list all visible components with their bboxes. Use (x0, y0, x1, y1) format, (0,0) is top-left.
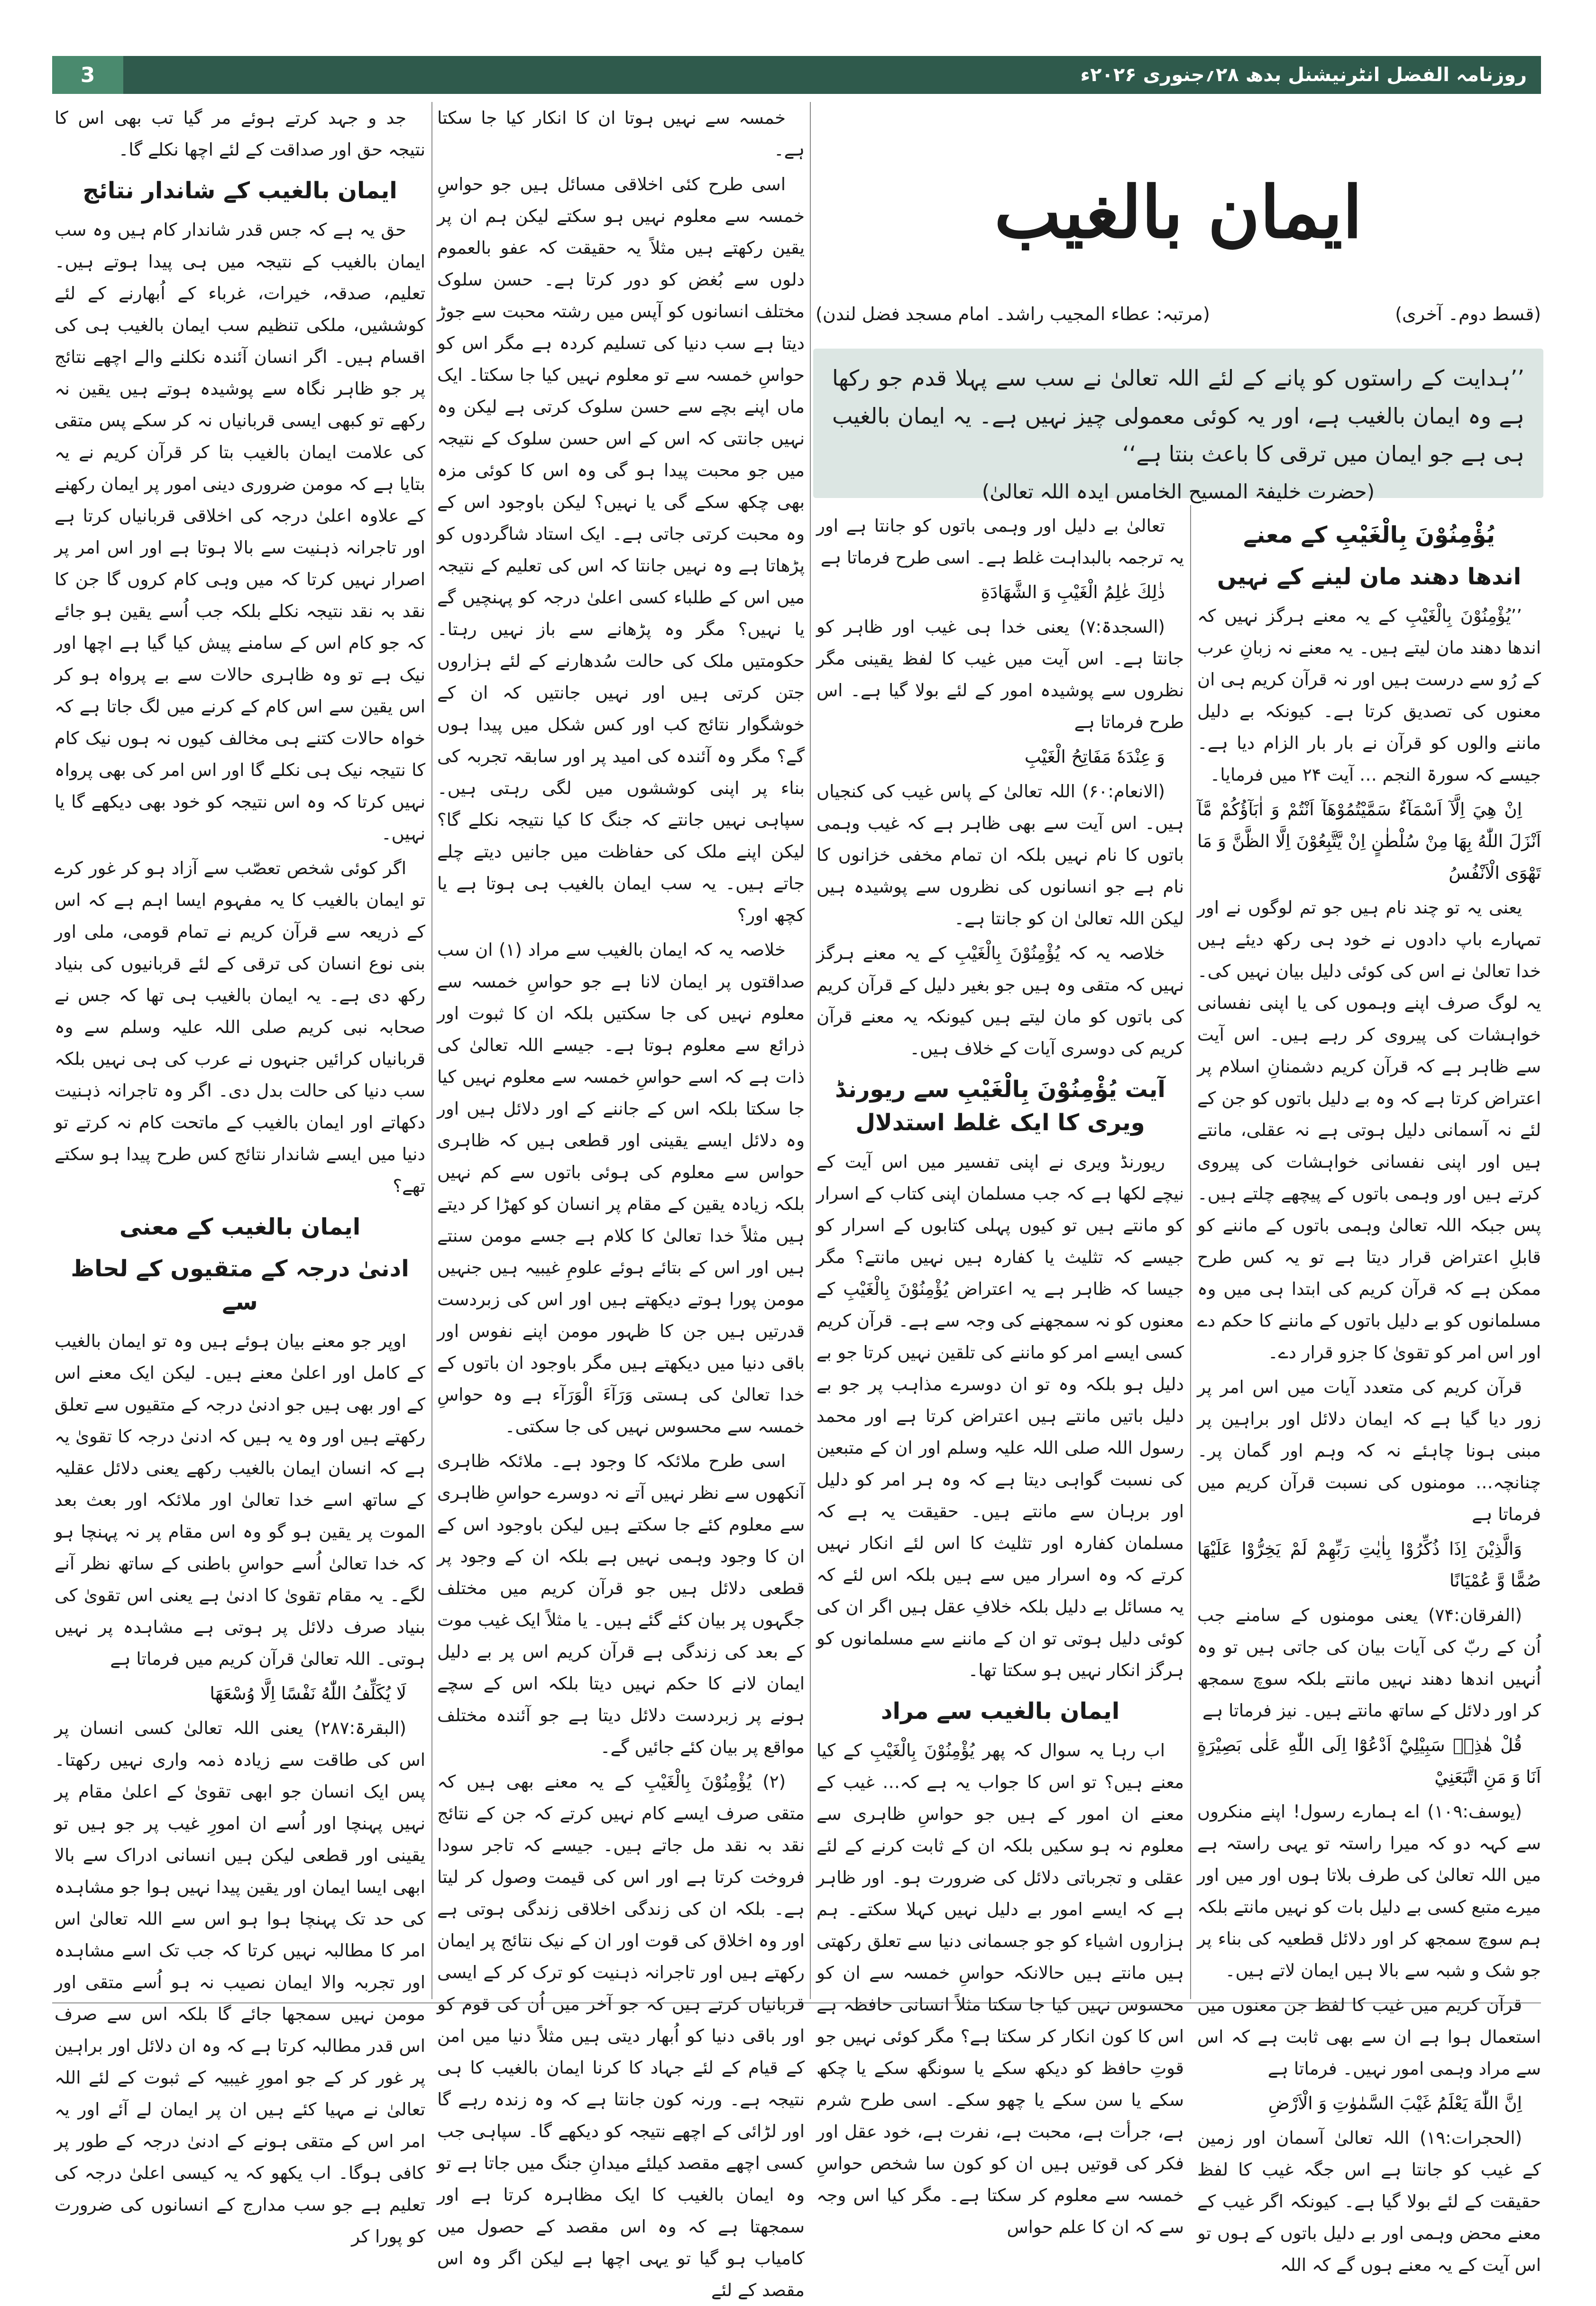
paragraph: ریورنڈ ویری نے اپنی تفسیر میں اس آیت کے نیچے لکھا ہے کہ جب مسلمان اپنی کتاب کے اسرار کو مانتے ہیں تو کیوں پہلی کتابوں کے اسرار کو جیسے کہ تثلیث یا کفارہ ہیں نہیں مانتے؟ مگر جیسا کہ ظاہر ہے یہ اعتراض یُؤْمِنُوْنَ بِالْغَیْبِ کے معنوں کو نہ سمجھنے کی وجہ سے ہے۔ قرآن کریم کسی ایسے امر کو ماننے کی تلقین نہیں کرتا جو بے دلیل ہو بلکہ وہ تو ان دوسرے مذاہب پر جو بے دلیل باتیں مانتے ہیں اعتراض کرتا ہے اور محمد رسول اللہ صلی اللہ علیہ وسلم اور ان کے متبعین کی نسبت گواہی دیتا ہے کہ وہ ہر امر کو دلیل اور برہان سے مانتے ہیں۔ حقیقت یہ ہے کہ مسلمان کفارہ اور تثلیث کا اس لئے انکار نہیں کرتے کہ وہ اسرار میں سے ہیں بلکہ اس لئے کہ یہ مسائل بے دلیل بلکہ خلافِ عقل ہیں اگر ان کی کوئی دلیل ہوتی تو ان کے ماننے سے مسلمانوں کو ہرگز انکار نہیں ہو سکتا تھا۔ (816, 1152, 1184, 1680)
paragraph: اگر کوئی شخص تعصّب سے آزاد ہو کر غور کرے تو ایمان بالغیب کا یہ مفہوم ایسا اہم ہے کہ اس کے ذریعہ سے قرآن کریم نے تمام قومی، ملی اور بنی نوع انسان کی ترقی کے لئے قربانیوں کی بنیاد رکھ دی ہے۔ یہ ایمان بالغیب ہی تھا کہ جس نے صحابہ نبی کریم صلی اللہ علیہ وسلم سے وہ قربانیاں کرائیں جنہوں نے عرب کی ہی نہیں بلکہ سب دنیا کی حالت بدل دی۔ اگر وہ تاجرانہ ذہنیت دکھاتے اور ایمان بالغیب کے ماتحت کام نہ کرتے تو دنیا میں ایسے شاندار نتائج کس طرح پیدا ہو سکتے تھے؟ (55, 858, 425, 1196)
quran-verse: وَ عِنْدَهٗ مَفَاتِحُ الْغَيْبِ (1024, 747, 1165, 767)
quran-verse: لَا يُكَلِّفُ اللّٰهُ نَفْسًا اِلَّا وُسْعَهَا (210, 1683, 406, 1704)
column-2 (816, 510, 1184, 2237)
paragraph: حق یہ ہے کہ جس قدر شاندار کام ہیں وہ سب ایمان بالغیب کے نتیجہ میں ہی پیدا ہوتے ہیں۔ تعلیم، صدقہ، خیرات، غرباء کے اُبھارنے کے لئے کوششیں، ملکی تنظیم سب ایمان بالغیب ہی کی اقسام ہیں۔ اگر انسان آئندہ نکلنے والے اچھے نتائج پر جو ظاہر نگاہ سے پوشیدہ ہوتے ہیں یقین نہ رکھے تو کبھی ایسی قربانیاں نہ کر سکے پس متقی کی علامت ایمان بالغیب بتا کر قرآن کریم نے یہ بتایا ہے کہ مومن ضروری دینی امور پر ایمان رکھنے کے علاوہ اعلیٰ درجہ کی اخلاقی قربانیاں کرتا ہے اور تاجرانہ ذہنیت سے بالا ہوتا ہے اور اس امر پر اصرار نہیں کرتا کہ میں وہی کام کروں گا جن کا نقد بہ نقد نتیجہ نکلے بلکہ جب اُسے یقین ہو جائے کہ جو کام اس کے سامنے پیش کیا گیا ہے اچھا اور نیک ہے تو وہ ظاہری حالات سے بے پرواہ ہو کر اس یقین سے اس کام کے کرنے میں لگ جاتا ہے کہ خواہ حالات کتنے ہی مخالف کیوں نہ ہوں نیک کام کا نتیجہ نیک ہی نکلے گا اور اس امر کی بھی پرواہ نہیں کرتا کہ وہ اس نتیجہ کو خود بھی دیکھے گا یا نہیں۔ (55, 220, 425, 844)
featured-quote-text: ’’ہدایت کے راستوں کو پانے کے لئے اللہ تعالیٰ نے سب سے پہلا قدم جو رکھا ہے وہ ایمان بالغیب ہے، اور یہ کوئی معمولی چیز نہیں ہے۔ یہ ایمان بالغیب ہی ہے جو ایمان میں ترقی کا باعث بنتا ہے‘‘ (832, 365, 1524, 467)
featured-quote-box (813, 349, 1543, 503)
paragraph: تعالیٰ بے دلیل اور وہمی باتوں کو جانتا ہے اور یہ ترجمہ بالبداہت غلط ہے۔ اسی طرح فرماتا ہے (816, 516, 1184, 568)
paragraph: خمسہ سے نہیں ہوتا ان کا انکار کیا جا سکتا ہے۔ (437, 108, 805, 160)
quran-verse: اِنَّ اللّٰهَ يَعْلَمُ غَيْبَ السَّمٰوٰتِ وَ الْاَرْضِ (1268, 2093, 1522, 2113)
featured-quote-attribution: (حضرت خلیفۃ المسیح الخامس ایدہ اللہ تعالیٰ) (981, 480, 1375, 503)
column-1 (1197, 510, 1541, 2275)
paragraph: قرآن کریم میں غیب کا لفظ جن معنوں میں استعمال ہوا ہے ان سے بھی ثابت ہے کہ اس سے مراد وہمی امور نہیں۔ فرماتا ہے (1197, 1995, 1541, 2079)
paragraph: (یوسف:۱۰۹) اے ہمارے رسول! اپنے منکروں سے کہہ دو کہ میرا راستہ تو یہی راستہ ہے میں اللہ تعالیٰ کی طرف بلاتا ہوں اور میں اور میرے متبع کسی بے دلیل بات کو نہیں مانتے بلکہ ہم سوچ سمجھ کر اور دلائل قطعیہ کی بناء پر جو شک و شبہ سے بالا ہیں ایمان لاتے ہیں۔ (1197, 1801, 1541, 1981)
column-3 (437, 102, 805, 2300)
newspaper-title: روزنامہ الفضل انٹرنیشنل بدھ ۲۸؍جنوری ۲۰۲۶ء (1080, 64, 1527, 86)
quran-verse: ذٰلِكَ عٰلِمُ الْغَيْبِ وَ الشَّهَادَةِ (981, 582, 1165, 602)
section-heading: یُؤْمِنُوْنَ بِالْغَیْبِ کے معنے (1243, 522, 1495, 548)
paragraph: (الحجرات:۱۹) اللہ تعالیٰ آسمان اور زمین کے غیب کو جانتا ہے اس جگہ غیب کا لفظ حقیقت کے لئے بولا گیا ہے۔ کیونکہ اگر غیب کے معنے محض وہمی اور بے دلیل باتوں کے ہوں تو اس آیت کے یہ معنے ہوں گے کہ اللہ (1197, 2128, 1541, 2275)
section-heading: آیت یُؤْمِنُوْنَ بِالْغَیْبِ سے ریورنڈ ویری کا ایک غلط استدلال (835, 1076, 1165, 1136)
quran-verse: قُلْ هٰذِهٖ سَبِيْلِيْٓ اَدْعُوْٓا اِلَى اللّٰهِ عَلٰى بَصِيْرَةٍ اَنَا وَ مَنِ اتَّبَعَنِيْ (1197, 1735, 1541, 1787)
paragraph: یعنی یہ تو چند نام ہیں جو تم لوگوں نے اور تمہارے باپ دادوں نے خود ہی رکھ دیئے ہیں خدا تعالیٰ نے اس کی کوئی دلیل بیان نہیں کی۔ یہ لوگ صرف اپنے وہموں کی یا اپنی نفسانی خواہشات کی پیروی کر رہے ہیں۔ اس آیت سے ظاہر ہے کہ قرآن کریم دشمنانِ اسلام پر اعتراض کرتا ہے کہ وہ بے دلیل باتوں کو جن کے لئے نہ آسمانی دلیل ہوتی ہے نہ عقلی، مانتے ہیں اور اپنی نفسانی خواہشات کی پیروی کرتے ہیں اور وہمی باتوں کے پیچھے چلتے ہیں۔ پس جبکہ اللہ تعالیٰ وہمی باتوں کے ماننے کو قابلِ اعتراض قرار دیتا ہے تو یہ کس طرح ممکن ہے کہ قرآن کریم کی ابتدا ہی میں وہ مسلمانوں کو بے دلیل باتوں کے ماننے کا حکم دے اور اس امر کو تقویٰ کا جزو قرار دے۔ (1197, 897, 1541, 1363)
newspaper-header-bar (52, 56, 1541, 94)
section-heading: ایمان بالغیب کے شاندار نتائج (83, 177, 397, 204)
column-4 (55, 102, 425, 2247)
page-number: 3 (52, 56, 123, 94)
paragraph: اسی طرح ملائکہ کا وجود ہے۔ ملائکہ ظاہری آنکھوں سے نظر نہیں آتے نہ دوسرے حواسِ ظاہری سے معلوم کئے جا سکتے ہیں لیکن باوجود اس کے ان کا وجود وہمی نہیں ہے بلکہ ان کے وجود پر قطعی دلائل ہیں جو قرآن کریم میں مختلف جگہوں پر بیان کئے گئے ہیں۔ یا مثلاً ایک غیب موت کے بعد کی زندگی ہے قرآن کریم اس پر بے دلیل ایمان لانے کا حکم نہیں دیتا بلکہ اس کے سچے ہونے پر زبردست دلائل دیتا ہے جو آئندہ مختلف مواقع پر بیان کئے جائیں گے۔ (437, 1451, 805, 1757)
paragraph: (الانعام:۶۰) اللہ تعالیٰ کے پاس غیب کی کنجیاں ہیں۔ اس آیت سے بھی ظاہر ہے کہ غیب وہمی باتوں کا نام نہیں بلکہ ان تمام مخفی خزانوں کا نام ہے جو انسانوں کی نظروں سے پوشیدہ ہیں لیکن اللہ تعالیٰ ان کو جانتا ہے۔ (816, 781, 1184, 929)
paragraph: ’’یُؤْمِنُوْنَ بِالْغَیْبِ کے یہ معنے ہرگز نہیں کہ اندھا دھند مان لیتے ہیں۔ یہ معنے نہ زبانِ عرب کے رُو سے درست ہیں اور نہ قرآن کریم ہی ان معنوں کی تصدیق کرتا ہے۔ کیونکہ بے دلیل ماننے والوں کو قرآن نے بار بار الزام دیا ہے۔ جیسے کہ سورۃ النجم … آیت ۲۴ میں فرمایا۔ (1197, 606, 1541, 785)
section-subheading: ادنیٰ درجہ کے متقیوں کے لحاظ سے (71, 1255, 409, 1315)
paragraph: (۲) یُؤْمِنُوْنَ بِالْغَیْبِ کے یہ معنے بھی ہیں کہ متقی صرف ایسے کام نہیں کرتے کہ جن کے نتائج نقد بہ نقد مل جاتے ہیں۔ جیسے کہ تاجر سودا فروخت کرتا ہے اور اس کی قیمت وصول کر لیتا ہے۔ بلکہ ان کی زندگی اخلاقی زندگی ہوتی ہے اور وہ اخلاق کی قوت اور ان کے نیک نتائج پر ایمان رکھتے ہیں اور تاجرانہ ذہنیت کو ترک کر کے ایسی قربانیاں کرتے ہیں کہ جو آخر میں اُن کی قوم کو اور باقی دنیا کو اُبھار دیتی ہیں مثلاً دنیا میں امن کے قیام کے لئے جہاد کا کرنا ایمان بالغیب کا ہی نتیجہ ہے۔ ورنہ کون جانتا ہے کہ وہ زندہ رہے گا اور لڑائی کے اچھے نتیجہ کو دیکھے گا۔ سپاہی جب کسی اچھے مقصد کیلئے میدانِ جنگ میں جاتا ہے تو وہ ایمان بالغیب کا ایک مظاہرہ کرتا ہے اور سمجھتا ہے کہ وہ اس مقصد کے حصول میں کامیاب ہو گیا تو یہی اچھا ہے لیکن اگر وہ اس مقصد کے لئے (437, 1771, 805, 2300)
paragraph: (الفرقان:۷۴) یعنی مومنوں کے سامنے جب اُن کے ربّ کی آیات بیان کی جاتی ہیں تو وہ اُنہیں اندھا دھند نہیں مانتے بلکہ سوچ سمجھ کر اور دلائل کے ساتھ مانتے ہیں۔ نیز فرماتا ہے (1197, 1605, 1541, 1721)
paragraph: اسی طرح کئی اخلاقی مسائل ہیں جو حواسِ خمسہ سے معلوم نہیں ہو سکتے لیکن ہم ان پر یقین رکھتے ہیں مثلاً یہ حقیقت کہ عفو بالعموم دلوں سے بُغض کو دور کرتا ہے۔ حسن سلوک مختلف انسانوں کو آپس میں رشتہ محبت سے جوڑ دیتا ہے سب دنیا کی تسلیم کردہ ہے مگر اس کو حواسِ خمسہ سے تو معلوم نہیں کیا جا سکتا۔ ایک ماں اپنے بچے سے حسن سلوک کرتی ہے لیکن وہ نہیں جانتی کہ اس کے اس حسن سلوک کے نتیجہ میں جو محبت پیدا ہو گی وہ اس کا کوئی مزہ بھی چکھ سکے گی یا نہیں؟ لیکن باوجود اس کے وہ محبت کرتی جاتی ہے۔ ایک استاد شاگردوں کو پڑھاتا ہے وہ نہیں جانتا کہ اس کی تعلیم کے نتیجہ میں اس کے طلباء کسی اعلیٰ درجہ کو پہنچیں گے یا نہیں؟ مگر وہ پڑھانے سے باز نہیں رہتا۔ حکومتیں ملک کی حالت سُدھارنے کے لئے ہزاروں جتن کرتی ہیں اور نہیں جانتیں کہ ان کے خوشگوار نتائج کب اور کس شکل میں پیدا ہوں گے؟ مگر وہ آئندہ کی امید پر اور سابقہ تجربہ کی بناء پر اپنی کوششوں میں لگی رہتی ہیں۔ سپاہی نہیں جانتے کہ جنگ کا کیا نتیجہ نکلے گا؟ لیکن اپنے ملک کی حفاظت میں جانیں دیتے چلے جاتے ہیں۔ یہ سب ایمان بالغیب ہی ہوتا ہے یا کچھ اور؟ (437, 174, 805, 925)
section-subheading: اندھا دھند مان لینے کے نہیں (1217, 563, 1522, 590)
quran-verse: اِنْ هِيَ اِلَّآ اَسْمَآءٌ سَمَّيْتُمُوْهَآ اَنْتُمْ وَ اٰبَآؤُكُمْ مَّآ اَنْزَلَ اللّٰهُ بِهَا مِنْ سُلْطٰنٍ اِنْ يَّتَّبِعُوْنَ اِلَّا الظَّنَّ وَ مَا تَهْوَى الْاَنْفُسُ (1197, 799, 1541, 883)
column-rule (810, 102, 811, 1999)
paragraph: جد و جہد کرتے ہوئے مر گیا تب بھی اس کا نتیجہ حق اور صداقت کے لئے اچھا نکلے گا۔ (55, 108, 425, 160)
column-rule (431, 102, 432, 1999)
paragraph: قرآن کریم کی متعدد آیات میں اس امر پر زور دیا گیا ہے کہ ایمان دلائل اور براہین پر مبنی ہونا چاہئے نہ کہ وہم اور گمان پر۔ چنانچہ… مومنوں کی نسبت قرآن کریم میں فرماتا ہے (1197, 1377, 1541, 1524)
paragraph: اوپر جو معنے بیان ہوئے ہیں وہ تو ایمان بالغیب کے کامل اور اعلیٰ معنے ہیں۔ لیکن ایک معنے اس کے اور بھی ہیں جو ادنیٰ درجہ کے متقیوں سے تعلق رکھتے ہیں اور وہ یہ ہیں کہ ادنیٰ درجہ کا تقویٰ یہ ہے کہ انسان ایمان بالغیب رکھے یعنی دلائل عقلیہ کے ساتھ اسے خدا تعالیٰ اور ملائکہ اور بعث بعد الموت پر یقین ہو گو وہ اس مقام پر نہ پہنچا ہو کہ خدا تعالیٰ اُسے حواسِ باطنی کے ساتھ نظر آنے لگے۔ یہ مقام تقویٰ کا ادنیٰ ہے یعنی اس تقویٰ کی بنیاد صرف دلائل پر ہوتی ہے مشاہدہ پر نہیں ہوتی۔ اللہ تعالیٰ قرآن کریم میں فرماتا ہے (55, 1331, 425, 1669)
article-installment: (قسط دوم۔ آخری) (1395, 304, 1541, 324)
article-title: ایمان بالغیب (994, 171, 1363, 254)
paragraph: (السجدۃ:۷) یعنی خدا ہی غیب اور ظاہر کو جانتا ہے۔ اس آیت میں غیب کا لفظ یقینی مگر نظروں سے پوشیدہ امور کے لئے بولا گیا ہے۔ اس طرح فرماتا ہے (816, 617, 1184, 732)
section-heading: ایمان بالغیب سے مراد (881, 1698, 1120, 1725)
paragraph: (البقرۃ:۲۸۷) یعنی اللہ تعالیٰ کسی انسان پر اس کی طاقت سے زیادہ ذمہ واری نہیں رکھتا۔ پس ایک انسان جو ابھی تقویٰ کے اعلیٰ مقام پر نہیں پہنچا اور اُسے ان امورِ غیب پر جو ہیں تو یقینی اور قطعی لیکن ہیں انسانی ادراک سے بالا ابھی ایسا ایمان اور یقین پیدا نہیں ہوا جو مشاہدہ کی حد تک پہنچا ہوا ہو اس سے اللہ تعالیٰ اس امر کا مطالبہ نہیں کرتا کہ جب تک اسے مشاہدہ اور تجربہ والا ایمان نصیب نہ ہو اُسے متقی اور مومن نہیں سمجھا جائے گا بلکہ اس سے صرف اس قدر مطالبہ کرتا ہے کہ وہ ان دلائل اور براہین پر غور کر کے جو امورِ غیبیہ کے ثبوت کے لئے اللہ تعالیٰ نے مہیا کئے ہیں ان پر ایمان لے آئے اور یہ امر اس کے متقی ہونے کے ادنیٰ درجہ کے طور پر کافی ہوگا۔ اب یکھو کہ یہ کیسی اعلیٰ درجہ کی تعلیم ہے جو سب مدارج کے انسانوں کی ضرورت کو پورا کر (55, 1718, 425, 2247)
paragraph: خلاصہ یہ کہ یُؤْمِنُوْنَ بِالْغَیْبِ کے یہ معنے ہرگز نہیں کہ متقی وہ ہیں جو بغیر دلیل کے قرآن کریم کی باتوں کو مان لیتے ہیں کیونکہ یہ معنے قرآن کریم کی دوسری آیات کے خلاف ہیں۔ (816, 943, 1184, 1059)
paragraph: اب رہا یہ سوال کہ پھر یُؤْمِنُوْنَ بِالْغَیْبِ کے کیا معنے ہیں؟ تو اس کا جواب یہ ہے کہ… غیب کے معنے ان امور کے ہیں جو حواسِ ظاہری سے معلوم نہ ہو سکیں بلکہ ان کے ثابت کرنے کے لئے عقلی و تجرباتی دلائل کی ضرورت ہو۔ اور ظاہر ہے کہ ایسے امور بے دلیل نہیں کہلا سکتے۔ ہم ہزاروں اشیاء کو جو جسمانی دنیا سے تعلق رکھتی ہیں مانتے ہیں حالانکہ حواسِ خمسہ سے ان کو محسوس نہیں کیا جا سکتا مثلاً انسانی حافظہ ہے اس کا کون انکار کر سکتا ہے؟ مگر کوئی نہیں جو قوتِ حافظ کو دیکھ سکے یا سونگھ سکے یا چکھ سکے یا سن سکے یا چھو سکے۔ اسی طرح شرم ہے، جرأت ہے، محبت ہے، نفرت ہے، خود عقل اور فکر کی قوتیں ہیں ان کو کون سا شخص حواسِ خمسہ سے معلوم کر سکتا ہے۔ مگر کیا اس وجہ سے کہ ان کا علم حواس (816, 1740, 1184, 2237)
section-heading: ایمان بالغیب کے معنی (119, 1214, 361, 1240)
column-rule (1190, 505, 1191, 1999)
quran-verse: وَالَّذِيْنَ اِذَا ذُكِّرُوْا بِاٰيٰتِ رَبِّهِمْ لَمْ يَخِرُّوْا عَلَيْهَا صُمًّا وَّ عُمْيَانًا (1197, 1539, 1541, 1591)
article-author: (مرتبہ: عطاء المجیب راشد۔ امام مسجد فضل لندن) (816, 304, 1210, 324)
paragraph: خلاصہ یہ کہ ایمان بالغیب سے مراد (۱) ان سب صداقتوں پر ایمان لانا ہے جو حواسِ خمسہ سے معلوم نہیں کی جا سکتیں بلکہ ان کا ثبوت اور ذرائع سے معلوم ہوتا ہے۔ جیسے اللہ تعالیٰ کی ذات ہے کہ اسے حواسِ خمسہ سے معلوم نہیں کیا جا سکتا بلکہ اس کے جاننے کے اور دلائل ہیں اور وہ دلائل ایسے یقینی اور قطعی ہیں کہ ظاہری حواس سے معلوم کی ہوئی باتوں سے کم نہیں بلکہ زیادہ یقین کے مقام پر انسان کو کھڑا کر دیتے ہیں مثلاً خدا تعالیٰ کا کلام ہے جسے مومن سنتے ہیں اور اس کے بتائے ہوئے علومِ غیبیہ ہیں جنہیں مومن پورا ہوتے دیکھتے ہیں اور اس کی زبردست قدرتیں ہیں جن کا ظہور مومن اپنے نفوس اور باقی دنیا میں دیکھتے ہیں مگر باوجود ان باتوں کے خدا تعالیٰ کی ہستی وَرَآءَ الْوَرَآء ہے وہ حواسِ خمسہ سے محسوس نہیں کی جا سکتی۔ (437, 940, 805, 1437)
